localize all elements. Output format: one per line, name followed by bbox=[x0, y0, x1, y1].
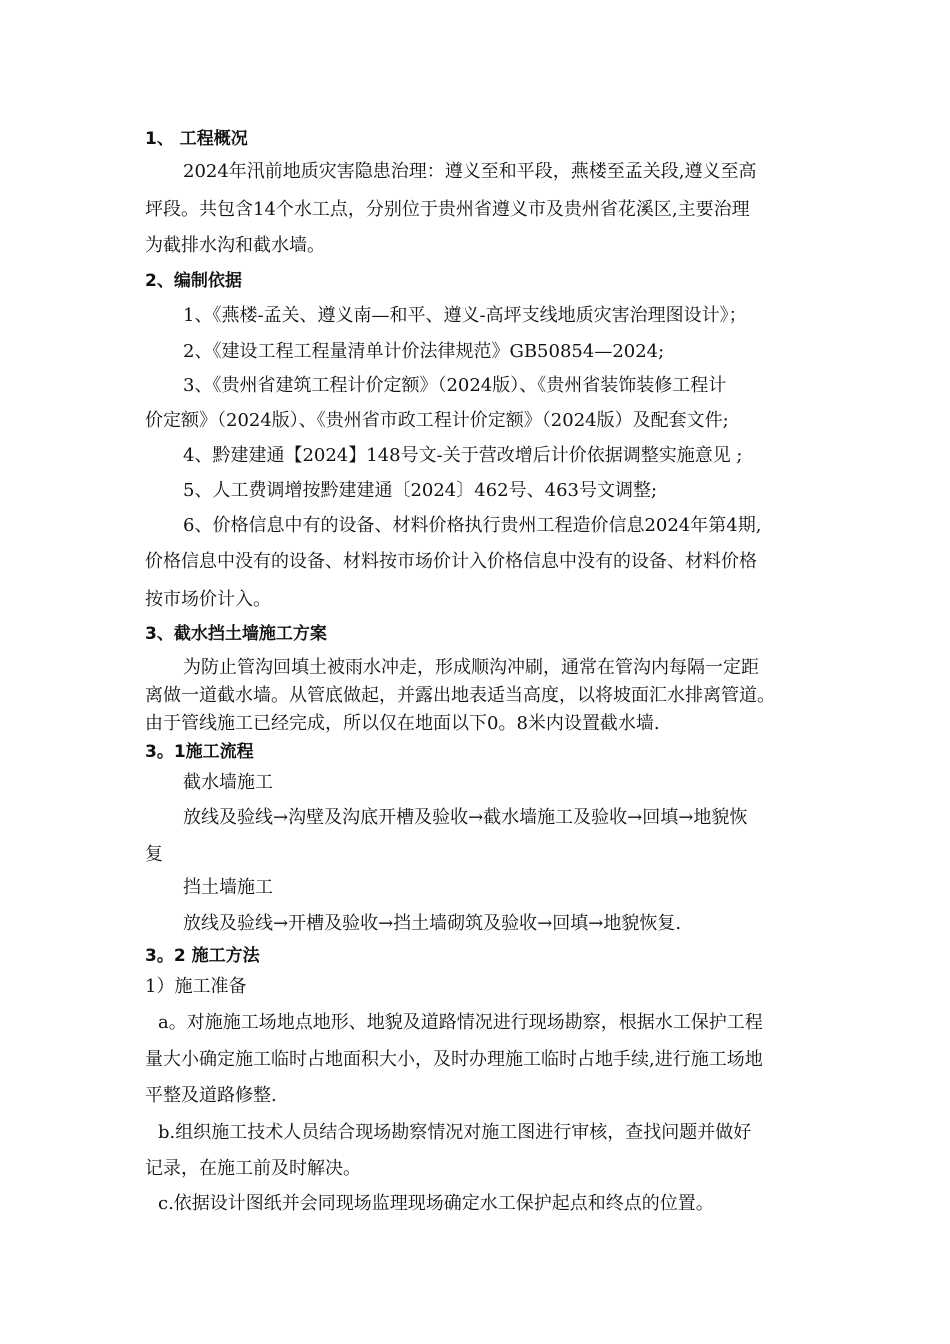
list-item-continuation: 平整及道路修整. bbox=[145, 1085, 277, 1106]
list-item-continuation: 按市场价计入。 bbox=[145, 589, 271, 610]
list-item: 5、人工费调增按黔建建通〔2024〕462号、463号文调整; bbox=[183, 480, 658, 501]
paragraph-line: 为防止管沟回填土被雨水冲走，形成顺沟冲刷，通常在管沟内每隔一定距 bbox=[183, 657, 759, 678]
paragraph-line: 坪段。共包含14个水工点，分别位于贵州省遵义市及贵州省花溪区,主要治理 bbox=[145, 199, 750, 220]
list-item: 1、《燕楼-孟关、遵义南—和平、遵义-高坪支线地质灾害治理图设计》； bbox=[183, 305, 747, 326]
list-item: 3、《贵州省建筑工程计价定额》（2024版）、《贵州省装饰装修工程计 bbox=[183, 375, 727, 396]
list-item: 6、价格信息中有的设备、材料价格执行贵州工程造价信息2024年第4期, bbox=[183, 515, 762, 536]
section-heading: 3。1施工流程 bbox=[145, 742, 254, 762]
paragraph-line: 由于管线施工已经完成，所以仅在地面以下0。8米内设置截水墙. bbox=[145, 713, 660, 734]
list-item: c.依据设计图纸并会同现场监理现场确定水工保护起点和终点的位置。 bbox=[158, 1193, 714, 1214]
section-heading: 3。2 施工方法 bbox=[145, 946, 260, 966]
subsection-heading: 1）施工准备 bbox=[145, 976, 247, 997]
list-item-continuation: 价定额》（2024版）、《贵州省市政工程计价定额》（2024版）及配套文件; bbox=[145, 410, 729, 431]
paragraph-line: 复 bbox=[145, 844, 163, 865]
paragraph-line: 放线及验线→开槽及验收→挡土墙砌筑及验收→回填→地貌恢复. bbox=[183, 913, 682, 934]
list-item-continuation: 价格信息中没有的设备、材料按市场价计入价格信息中没有的设备、材料价格 bbox=[145, 551, 757, 572]
section-heading: 1、 工程概况 bbox=[145, 129, 248, 149]
paragraph-line: 为截排水沟和截水墙。 bbox=[145, 235, 325, 256]
list-item: a。对施施工场地点地形、地貌及道路情况进行现场勘察，根据水工保护工程 bbox=[158, 1012, 763, 1033]
section-heading: 2、编制依据 bbox=[145, 271, 242, 291]
paragraph-line: 2024年汛前地质灾害隐患治理：遵义至和平段，燕楼至孟关段,遵义至高 bbox=[183, 161, 757, 182]
list-item: b.组织施工技术人员结合现场勘察情况对施工图进行审核，查找问题并做好 bbox=[158, 1122, 752, 1143]
paragraph-line: 离做一道截水墙。从管底做起，并露出地表适当高度，以将坡面汇水排离管道。 bbox=[145, 685, 775, 706]
section-heading: 3、截水挡土墙施工方案 bbox=[145, 624, 327, 644]
list-item-continuation: 量大小确定施工临时占地面积大小，及时办理施工临时占地手续,进行施工场地 bbox=[145, 1049, 763, 1070]
list-item: 2、《建设工程工程量清单计价法律规范》GB50854—2024; bbox=[183, 341, 665, 362]
list-item: 4、黔建建通【2024】148号文-关于营改增后计价依据调整实施意见 ; bbox=[183, 445, 743, 466]
paragraph-line: 放线及验线→沟壁及沟底开槽及验收→截水墙施工及验收→回填→地貌恢 bbox=[183, 807, 748, 828]
list-item-continuation: 记录，在施工前及时解决。 bbox=[145, 1158, 361, 1179]
paragraph-line: 挡土墙施工 bbox=[183, 877, 273, 898]
paragraph-line: 截水墙施工 bbox=[183, 772, 273, 793]
